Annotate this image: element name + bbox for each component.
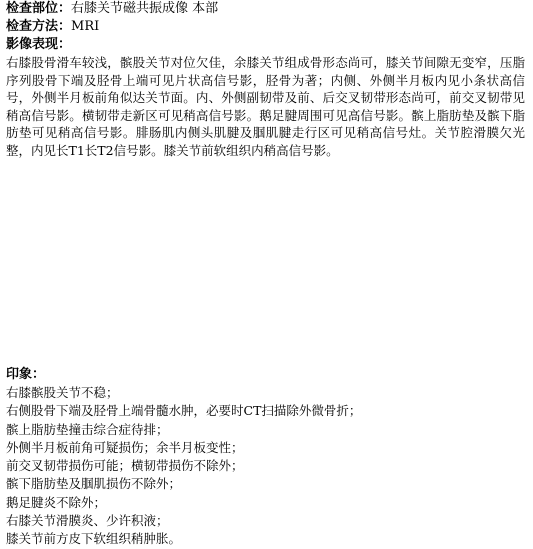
findings-heading: 影像表现： [6,37,72,52]
exam-method-row [6,18,525,36]
report-header-block [6,0,525,159]
exam-part-value: 右膝关节磁共振成像 本部 [71,1,219,16]
impression-heading: 印象： [6,367,46,382]
exam-part-row [6,0,525,18]
impression-item-3: 髌上脂肪垫撞击综合症待排； [6,421,169,437]
impression-item-7: 鹅足腱炎不除外； [6,494,107,510]
impression-item-9: 膝关节前方皮下软组织稍肿胀。 [6,531,182,547]
impression-item-8: 右膝关节滑膜炎、少许积液； [6,513,169,529]
impression-item-4: 外侧半月板前角可疑损伤；余半月板变性； [6,439,244,455]
impression-block [6,366,525,549]
impression-item-6: 髌下脂肪垫及腘肌损伤不除外； [6,476,182,492]
exam-part-label: 检查部位： [6,1,72,16]
findings-text: 右膝股骨滑车较浅，髌股关节对位欠佳，余膝关节组成骨形态尚可，膝关节间隙无变窄，压脂序列股骨下端及胫骨上端可见片状高信号影，胫骨为著；内侧、外侧半月板内见小条状高信号，外侧半月板前角似达关节面。内、外侧副韧带及前、后交叉韧带形态尚可，前交叉韧带见稍高信号影。横韧带走新区可见稍高信号影。鹅足腱周围可见高信号影。髌上脂肪垫及髌下脂肪垫可见稍高信号影。腓肠肌内侧头肌腱及腘肌腱走行区可见稍高信号灶。关节腔滑膜欠光整，内见长T1长T2信号影。膝关节前软组织内稍高信号影。 [6,55,525,158]
impression-item-5: 前交叉韧带损伤可能；横韧带损伤不除外； [6,458,244,474]
exam-method-label: 检查方法： [6,19,72,34]
exam-method-value: MRI [71,19,100,34]
impression-item-2: 右侧股骨下端及胫骨上端骨髓水肿，必要时CT扫描除外微骨折； [6,403,362,419]
impression-item-1: 右膝髌股关节不稳； [6,385,119,400]
